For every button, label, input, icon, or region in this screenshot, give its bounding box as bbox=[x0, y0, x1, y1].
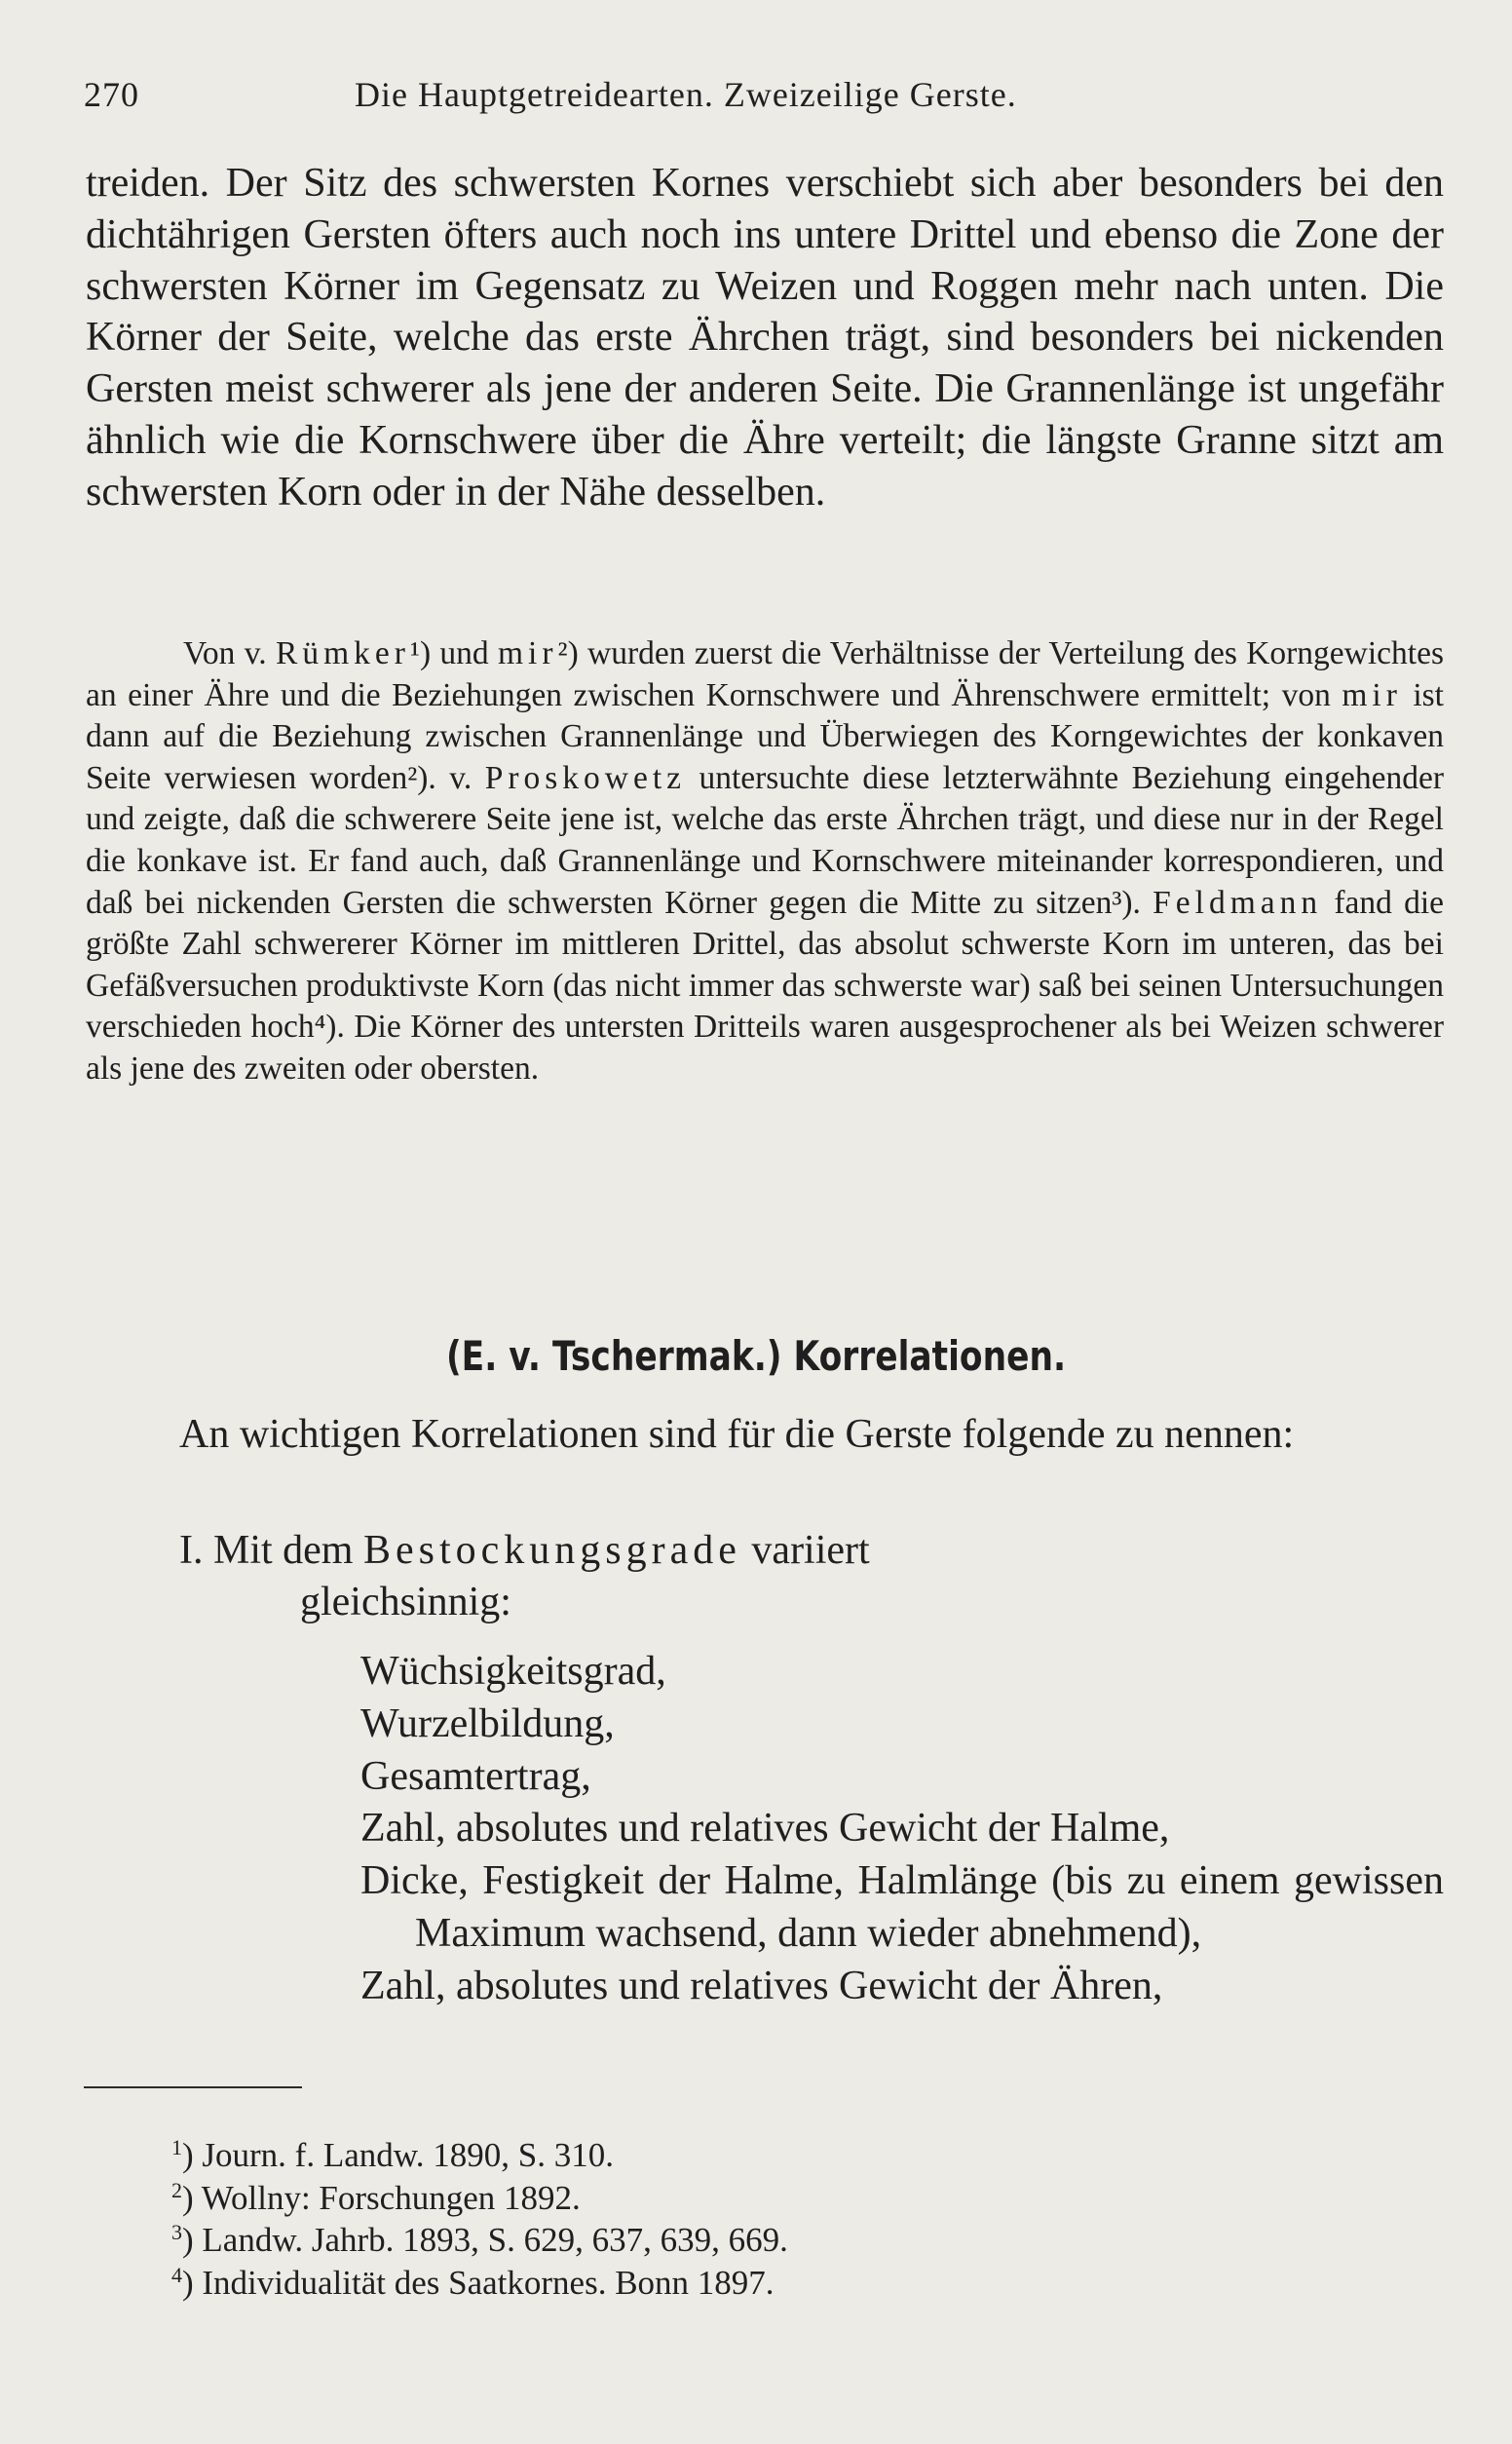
footnote: $^1$) Journ. f. Landw. 1890, S. 310. bbox=[171, 2135, 614, 2174]
enum-suffix: variiert bbox=[740, 1528, 870, 1573]
text-run: ²) wurden zuerst die Verhältnisse der Verteilung des Korngewichtes an einer Ähre und die Beziehungen zwischen Kornschwere und Ährenschwere ermittelt; von bbox=[86, 635, 1444, 713]
author-name-feldmann: Feldmann bbox=[1153, 884, 1323, 921]
footnote-text: Wollny: Forschungen 1892. bbox=[201, 2178, 581, 2217]
text-run: untersuchte diese letzterwähnte Beziehung eingehender und zeigte, daß die schwerere Seite jene ist, welche das erste Ährchen trägt, und diese nur in der Regel die konkave ist. Er fand auch, daß Grannenlänge und Kornschwere miteinander korrespondieren, und daß bei nickenden Gersten die schwersten Körner gegen die Mitte zu sitzen³). bbox=[86, 759, 1444, 921]
footnote-mark: 2 bbox=[171, 2177, 182, 2202]
footnote-mark: 4 bbox=[171, 2262, 182, 2287]
enum-prefix: I. Mit dem bbox=[179, 1528, 363, 1573]
main-text bbox=[86, 158, 1444, 518]
section-heading: (E. v. Tschermak.) Korrelationen. bbox=[445, 1332, 1067, 1380]
footnote-mark: 1 bbox=[171, 2135, 182, 2159]
list-item: Zahl, absolutes und relatives Gewicht der Halme, bbox=[360, 1806, 1170, 1852]
text-run: ist dann auf die Beziehung zwischen Grannenlänge und Überwiegen des Korngewichtes der konkaven Seite verwiesen worden²). v. bbox=[86, 676, 1444, 796]
footnote-divider bbox=[84, 2086, 302, 2088]
paragraph-continuation: treiden. Der Sitz des schwersten Kornes verschiebt sich aber besonders bei den dichtährigen Gersten öfters auch noch ins untere Drittel und ebenso die Zone der schwersten Körner im Gegensatz zu Weizen und Roggen mehr nach unten. Die Körner der Seite, welche das erste Ährchen trägt, sind besonders bei nickenden Gersten meist schwerer als jene der anderen Seite. Die Grannenlänge ist ungefähr ähnlich wie die Kornschwere über die Ähre verteilt; die längste Granne sitzt am schwersten Korn oder in der Nähe desselben. bbox=[86, 161, 1444, 515]
list-item: Gesamtertrag, bbox=[360, 1753, 591, 1799]
list-item: Wüchsigkeitsgrad, bbox=[360, 1649, 666, 1694]
footnote: $^3$) Landw. Jahrb. 1893, S. 629, 637, 639, 669. bbox=[171, 2220, 788, 2259]
footnote: $^2$) Wollny: Forschungen 1892. bbox=[171, 2177, 581, 2217]
footnote-text: Individualität des Saatkornes. Bonn 1897. bbox=[202, 2263, 775, 2302]
page-number: 270 bbox=[84, 75, 139, 114]
list-item: Wurzelbildung, bbox=[360, 1700, 615, 1746]
author-name-ruemker: Rümker bbox=[275, 635, 410, 671]
footnotes bbox=[171, 2134, 1341, 2304]
correlation-list bbox=[360, 1646, 1444, 2013]
running-title: Die Hauptgetreidearten. Zweizeilige Gerste. bbox=[355, 75, 1017, 114]
list-item: Dicke, Festigkeit der Halme, Halmlänge (bis zu einem gewissen Maximum wachsend, dann wieder abnehmend), bbox=[360, 1858, 1444, 1956]
list-item: Zahl, absolutes und relatives Gewicht der Ähren, bbox=[360, 1963, 1163, 2008]
enumeration-heading bbox=[179, 1525, 870, 1577]
enum-term: Bestockungsgrade bbox=[362, 1528, 741, 1573]
enumeration-subheading: gleichsinnig: bbox=[300, 1580, 511, 1624]
intro-paragraph: An wichtigen Korrelationen sind für die Gerste folgende zu nennen: bbox=[179, 1412, 1295, 1457]
intro-text bbox=[86, 1409, 1444, 1461]
text-run: fand die größte Zahl schwererer Körner im mittleren Drittel, das absolut schwerste Korn im unteren, das bei Gefäßversuchen produktivste Korn (das nicht immer das schwerste war) saß bei seinen Untersuchungen verschieden hoch⁴). Die Körner des untersten Dritteils waren ausgesprochener als bei Weizen schwerer als jene des zweiten oder obersten. bbox=[86, 884, 1444, 1087]
author-name-mir: mir bbox=[498, 635, 558, 671]
footnote-mark: 3 bbox=[171, 2220, 182, 2244]
footnote-text: Journ. f. Landw. 1890, S. 310. bbox=[202, 2136, 614, 2174]
paragraph-research-history bbox=[86, 633, 1444, 1090]
text-run: Von v. bbox=[183, 635, 276, 671]
text-run: ¹) und bbox=[409, 635, 498, 671]
footnote-text: Landw. Jahrb. 1893, S. 629, 637, 639, 669. bbox=[202, 2221, 788, 2259]
footnote: $^4$) Individualität des Saatkornes. Bonn 1897. bbox=[171, 2262, 775, 2302]
small-print-text bbox=[86, 633, 1444, 1090]
running-header bbox=[84, 74, 1448, 123]
author-name-proskowetz: Proskowetz bbox=[484, 759, 686, 796]
author-name-mir-2: mir bbox=[1342, 676, 1402, 713]
